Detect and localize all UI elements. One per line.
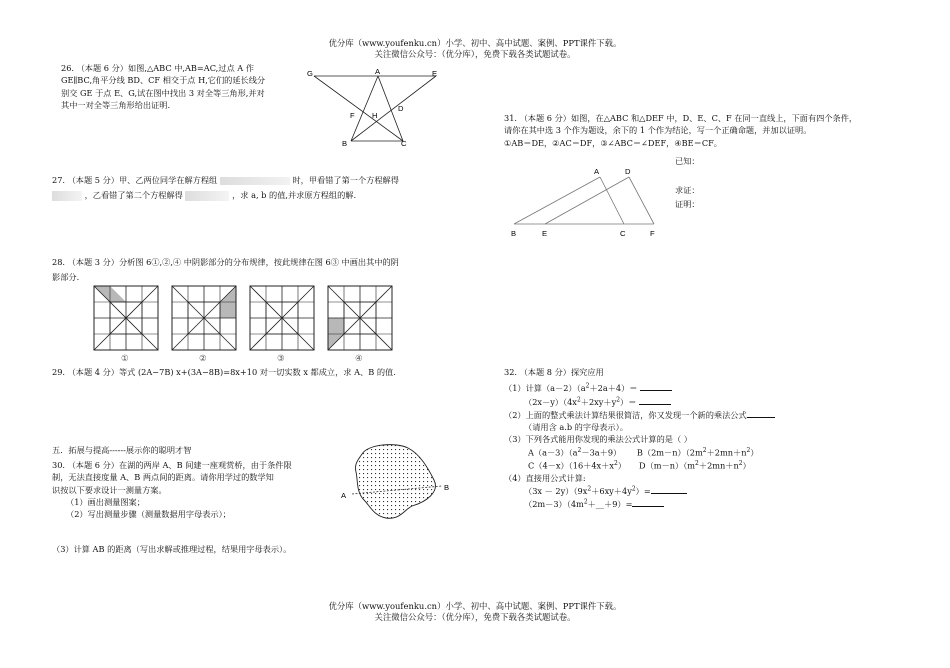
- q32-option-b-sq2: 2: [746, 446, 751, 454]
- q32-p4a: [504, 484, 924, 497]
- q32-p1-rest: ＋2a＋4）＝: [589, 383, 638, 394]
- pattern-grid-2: [171, 285, 237, 354]
- q27-text-2c: ，求 a, b 的值,并求原方程组的解.: [232, 190, 357, 201]
- q31-label-C: C: [620, 229, 626, 238]
- question-32: [504, 366, 924, 511]
- pattern-grid-1-svg: [93, 285, 159, 351]
- pattern-grid-1: [93, 285, 159, 354]
- q32-p1b-sq1: 2: [576, 395, 581, 403]
- page-header: [0, 38, 950, 59]
- q26-triangle-figure: [305, 66, 445, 150]
- q32-p4: （4）直接用公式计算:: [504, 472, 586, 483]
- q26-line-3: 别交 GE 于点 E、G,试在图中找出 3 对全等三角形,并对: [61, 87, 265, 98]
- q27-text-2b: ，乙看错了第二个方程解得: [84, 190, 183, 201]
- q26-line-4: 其中一对全等三角形给出证明.: [61, 99, 171, 110]
- q31-label-B: B: [511, 229, 517, 238]
- pattern-grid-4: [327, 285, 393, 354]
- q27-solution-2-image: [185, 191, 229, 201]
- q32-p2-answer-blank[interactable]: [747, 408, 775, 418]
- q32-p3: （3）下列各式能用你发现的乘法公式计算的是（ ）: [504, 434, 692, 445]
- pattern-caption-4: ④: [355, 354, 363, 364]
- q32-p4a-sq1: 2: [587, 485, 592, 493]
- q32-p2b: （请用含 a.b 的字母表示）。: [524, 422, 628, 433]
- q30-lake-figure: [338, 440, 453, 524]
- q27-solution-1-image: [52, 191, 82, 201]
- pattern-caption-2: ②: [199, 354, 207, 364]
- q31-proof-text: 证明：: [675, 199, 700, 209]
- pattern-caption-1: ①: [121, 354, 129, 364]
- q32-p1b-mid: ＋2xy＋y: [580, 396, 617, 407]
- q26-line-2: GE∥BC,角平分线 BD、CF 相交于点 H,它们的延长线分: [61, 75, 266, 86]
- q32-p1-sq: 2: [585, 382, 590, 390]
- q32-p4b-sq: 2: [583, 498, 588, 506]
- page-footer: [0, 601, 950, 622]
- pattern-grid-2-svg: [171, 285, 237, 351]
- q32-option-d: D（m－n）（m: [639, 460, 696, 471]
- q31-line-1: 31. （本题 6 分）如图，在△ABC 和△DEF 中，D、E、C、F 在同一直线上，下面有四个条件，: [504, 113, 858, 123]
- q31-label-F: F: [650, 229, 655, 238]
- q30-sub-3-row: [52, 543, 291, 555]
- q26-label-B: B: [342, 139, 348, 148]
- pattern-grid-4-svg: [327, 285, 393, 351]
- q32-option-a-sq: 2: [577, 446, 582, 454]
- question-26: [61, 62, 299, 111]
- q32-part-1b: [504, 395, 924, 408]
- q31-known-label: [675, 155, 700, 167]
- q32-p1-answer-blank[interactable]: [640, 381, 672, 391]
- q27-text-1b: 时，甲看错了第一个方程解得: [292, 175, 399, 185]
- header-line-2: 关注微信公众号：（优分库），免费下载各类试题试卷。: [374, 48, 576, 59]
- q30-label-B: B: [444, 483, 450, 492]
- question-31: [504, 112, 924, 149]
- footer-line-2: 关注微信公众号：（优分库），免费下载各类试题试卷。: [374, 611, 576, 622]
- q31-label-E: E: [542, 229, 548, 238]
- section-5-title: [52, 444, 191, 456]
- q32-option-c-sq: 2: [613, 459, 618, 467]
- q30-sub-3: （3）计算 AB 的距离（写出求解或推理过程，结果用字母表示）。: [52, 544, 292, 554]
- q32-p2-text: （2）上面的整式乘法计算结果很简洁，你又发现一个新的乘法公式: [504, 409, 747, 420]
- q32-option-b-mid: ＋2mn＋n: [706, 447, 747, 458]
- q32-p1-label: （1）计算（a－2）（a: [504, 383, 586, 394]
- q30-lake-svg: [338, 440, 453, 524]
- q26-label-A: A: [375, 67, 381, 76]
- q32-p4b-answer-blank[interactable]: [632, 497, 664, 507]
- q30-line-2: 制，无法直接度量 A、B 两点间的距离。请你用学过的数学知: [52, 472, 274, 483]
- q32-option-d-mid: ＋2mn＋n: [698, 460, 739, 471]
- q31-prove-text: 求证：: [675, 185, 700, 195]
- q32-option-b-end: ）: [750, 447, 759, 458]
- q26-label-C: C: [401, 139, 407, 148]
- q32-p1b-sq2: 2: [616, 395, 621, 403]
- q32-option-c-end: ）: [617, 460, 627, 471]
- q32-option-a: A（a－3）（a: [528, 447, 578, 458]
- q32-option-d-sq2: 2: [738, 459, 743, 467]
- q31-line-3: ①AB＝DE，②AC＝DF，③∠ABC＝∠DEF，④BE＝CF。: [504, 137, 722, 148]
- q32-options-cd: [504, 459, 924, 472]
- q31-triangles-figure: [508, 166, 660, 238]
- q32-p1b-label: （2x－y）（4x: [524, 396, 577, 407]
- q32-p4a-sq2: 2: [631, 485, 636, 493]
- question-29: [52, 366, 472, 378]
- q32-p4b-mid: ＋__＋9）=: [587, 499, 633, 510]
- pattern-grid-3-svg: [249, 285, 315, 351]
- q31-known-text: 已知：: [675, 156, 700, 166]
- q32-p1b-end: ）＝: [620, 396, 637, 407]
- q30-label-A: A: [341, 491, 347, 500]
- q26-label-F: F: [350, 111, 355, 120]
- q32-p4a-mid: ＋6xy＋4y: [591, 486, 632, 497]
- q26-label-E: E: [432, 69, 438, 78]
- section-5-title-text: 五．拓展与提高------展示你的聪明才智: [52, 445, 192, 455]
- q30-sub-1: （1）画出测量图案；: [66, 496, 145, 507]
- q26-svg: [305, 66, 445, 150]
- q31-label-D: D: [625, 167, 631, 176]
- footer-line-1: 优分库（www.youfenku.cn）小学、初中、高中试题、案例、PPT课件下载。: [328, 601, 622, 611]
- q29-text: 29. （本题 4 分）等式 (2A−7B) x+(3A−8B)=8x+10 对一切实数 x 都成立，求 A、B 的值.: [52, 367, 396, 377]
- q30-line-1: 30. （本题 6 分）在湖的两岸 A、B 间建一座观赏桥，由于条件限: [52, 460, 292, 470]
- q32-option-b: B（2m－n）（2m: [636, 447, 703, 458]
- q31-proof-label: [675, 198, 700, 210]
- q32-options-ab: [504, 446, 924, 459]
- q31-prove-label: [675, 184, 700, 196]
- question-28: [52, 256, 462, 284]
- q31-svg: [508, 166, 660, 238]
- q32-option-b-sq1: 2: [702, 446, 707, 454]
- pattern-caption-3: ③: [277, 354, 285, 364]
- q32-title: 32. （本题 8 分）探究应用: [504, 367, 604, 377]
- q26-label-H: H: [372, 111, 378, 120]
- q30-sub-2: （2）写出测量步骤（测量数据用字母表示）；: [66, 509, 231, 520]
- q27-text-1: 27. （本题 5 分）甲、乙两位同学在解方程组: [52, 175, 218, 185]
- header-line-1: 优分库（www.youfenku.cn）小学、初中、高中试题、案例、PPT课件下载。: [328, 38, 622, 48]
- q32-p4b: [504, 497, 924, 510]
- q26-line-1: 26. （本题 6 分）如图,△ABC 中,AB=AC,过点 A 作: [61, 63, 254, 73]
- q27-line-1: [52, 174, 462, 186]
- q32-p1b-answer-blank[interactable]: [639, 395, 671, 405]
- q27-equation-system-image: [220, 177, 290, 185]
- q26-label-G: G: [307, 69, 313, 78]
- q31-label-A: A: [594, 167, 600, 176]
- pattern-grid-3: [249, 285, 315, 354]
- q31-line-2: 请你在其中选 3 个作为题设，余下的 1 个作为结论，写一个正确命题，并加以证明。: [504, 125, 812, 136]
- question-30: [52, 459, 352, 520]
- q32-part-1: [504, 381, 924, 394]
- q30-line-3: 识按以下要求设计一测量方案。: [52, 484, 167, 495]
- q32-option-a-rest: －3a＋9）: [581, 447, 622, 458]
- q28-line-2: 影部分.: [52, 272, 80, 283]
- q32-option-c: C（4－x）（16＋4x＋x: [528, 460, 614, 471]
- q32-part-2: [504, 408, 924, 421]
- q32-option-d-end: ）: [742, 460, 751, 471]
- q32-option-d-sq1: 2: [695, 459, 699, 467]
- q32-p4a-label: （3x － 2y）（9x: [524, 486, 588, 497]
- q27-line-2: [52, 189, 462, 201]
- q32-p4a-end: ）=: [635, 486, 651, 497]
- q32-p4a-answer-blank[interactable]: [651, 484, 687, 494]
- question-27: [52, 174, 462, 202]
- q32-p4b-label: （2m－3）（4m: [524, 499, 584, 510]
- q26-label-D: D: [398, 104, 404, 113]
- q28-line-1: 28. （本题 3 分）分析图 6①,②,④ 中阴影部分的分布规律，按此规律在图 6③ 中画出其中的阴: [52, 257, 399, 267]
